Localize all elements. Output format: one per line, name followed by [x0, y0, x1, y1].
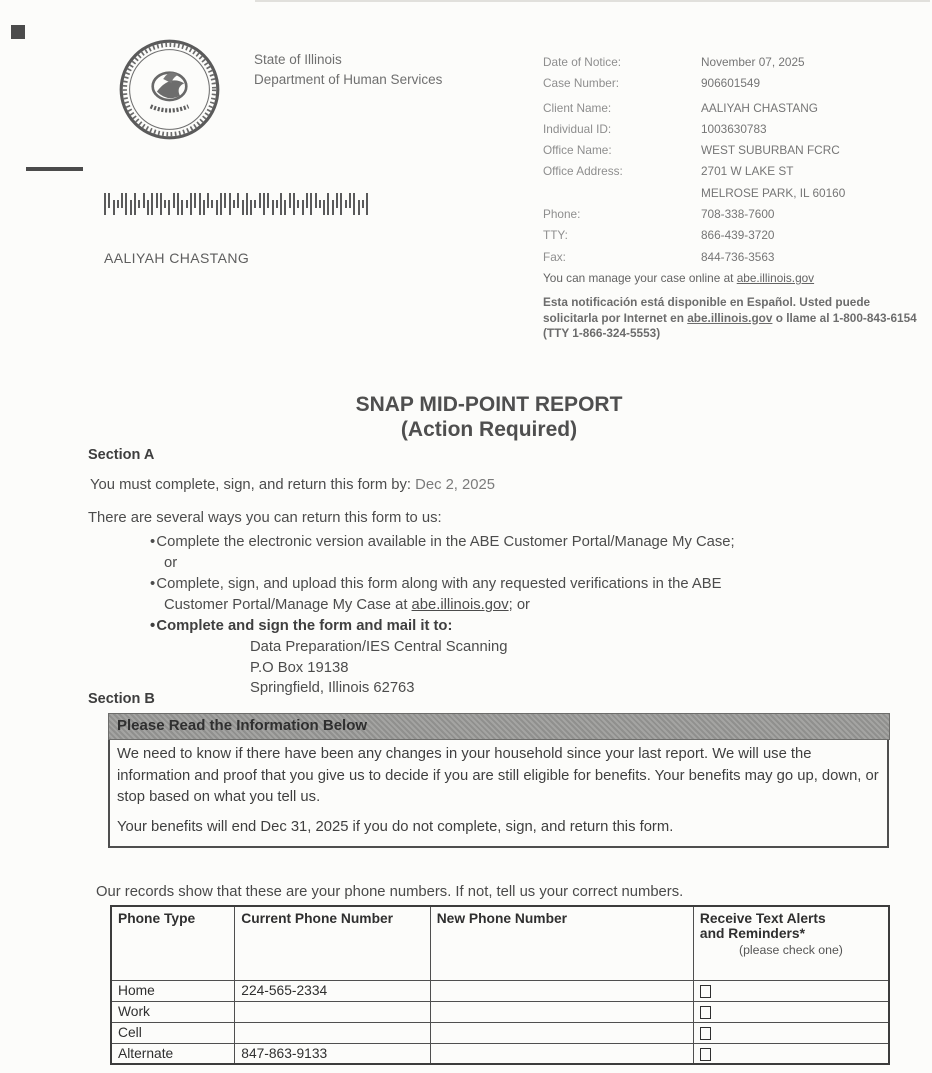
table-row-home [111, 980, 889, 1001]
field-office-address-line2: MELROSE PARK, IL 60160 [701, 185, 846, 200]
field-office-name: Office Name: WEST SUBURBAN FCRC [543, 143, 840, 158]
title-line2: (Action Required) [400, 418, 578, 441]
field-case-number: Case Number: 906601549 [543, 76, 761, 91]
text-alerts-cell [693, 1001, 889, 1022]
abe-illinois-gov-link[interactable]: abe.illinois.gov [736, 271, 815, 285]
section-a-heading: Section A [88, 447, 155, 463]
text-alerts-cell [693, 980, 889, 1001]
please-read-banner: Please Read the Information Below [108, 713, 890, 740]
list-item-electronic: • Complete the electronic version available in the ABE Customer Portal/Manage My Case; or [150, 534, 735, 571]
list-item-upload: • Complete, sign, and upload this form along with any requested verifications in the ABE Customer Portal/Manage My Case at abe.illinois.gov; or [150, 576, 722, 613]
due-date-value: Dec 2, 2025 [415, 477, 495, 493]
phone-type-cell: Alternate [111, 1043, 235, 1064]
new-phone-cell[interactable] [430, 1043, 693, 1064]
info-paragraph-2: Your benefits will end Dec 31, 2025 if you do not complete, sign, and return this form. [117, 818, 674, 835]
notice-fields [543, 52, 925, 268]
current-phone-cell [235, 1022, 430, 1043]
table-row-alternate [111, 1043, 889, 1064]
manage-case-line: You can manage your case online at abe.illinois.gov [543, 271, 815, 285]
due-date-line: You must complete, sign, and return this form by: Dec 2, 2025 [90, 477, 495, 493]
new-phone-cell[interactable] [430, 1001, 693, 1022]
table-header-row [111, 906, 889, 980]
phone-type-cell: Cell [111, 1022, 235, 1043]
document-title [46, 392, 932, 442]
agency-department: Department of Human Services [254, 72, 443, 87]
postal-barcode [104, 193, 370, 215]
field-office-address: Office Address: 2701 W LAKE ST [543, 164, 794, 179]
mailing-address [250, 637, 915, 699]
spanish-notice: Esta notificación está disponible en Español. Usted puede solicitarla por Internet en abe.illinois.gov o llame al 1-800-843-6154 (TTY 1-866-324-5553) [543, 295, 917, 340]
mail-line2: P.O Box 19138 [250, 659, 349, 676]
field-date-of-notice: Date of Notice: November 07, 2025 [543, 55, 805, 69]
registration-mark-square [11, 25, 25, 39]
return-options-list [150, 532, 915, 699]
phone-records-intro: Our records show that these are your phone numbers. If not, tell us your correct numbers. [96, 884, 684, 900]
header-current-phone: Current Phone Number [235, 906, 430, 980]
text-alerts-cell [693, 1043, 889, 1064]
field-client-name: Client Name: AALIYAH CHASTANG [543, 100, 818, 115]
text-alerts-cell [693, 1022, 889, 1043]
current-phone-cell: 847-863-9133 [235, 1043, 430, 1064]
new-phone-cell[interactable] [430, 1022, 693, 1043]
header-text-alerts: Receive Text Alerts and Reminders* (please check one) [693, 906, 889, 980]
information-box [108, 740, 889, 848]
recipient-name: AALIYAH CHASTANG [104, 250, 250, 266]
header-new-phone: New Phone Number [430, 906, 693, 980]
list-item-mail: • Complete and sign the form and mail it to: [150, 618, 453, 634]
cell-text-alerts-checkbox[interactable] [700, 1027, 711, 1040]
agency-block [254, 50, 442, 90]
scan-artifact [255, 0, 930, 2]
current-phone-cell: 224-565-2334 [235, 980, 430, 1001]
return-ways-intro: There are several ways you can return this form to us: [88, 510, 442, 526]
field-phone: Phone: 708-338-7600 [543, 207, 775, 222]
phone-type-cell: Home [111, 980, 235, 1001]
work-text-alerts-checkbox[interactable] [700, 1006, 711, 1019]
illinois-state-seal-icon [117, 37, 222, 142]
field-fax: Fax: 844-736-3563 [543, 249, 775, 264]
table-row-cell [111, 1022, 889, 1043]
new-phone-cell[interactable] [430, 980, 693, 1001]
abe-illinois-gov-link-upload[interactable]: abe.illinois.gov [411, 597, 509, 613]
table-row-work [111, 1001, 889, 1022]
alternate-text-alerts-checkbox[interactable] [700, 1048, 711, 1061]
field-tty: TTY: 866-439-3720 [543, 228, 775, 243]
title-line1: SNAP MID-POINT REPORT [355, 393, 623, 416]
mail-line3: Springfield, Illinois 62763 [250, 680, 415, 697]
registration-mark-line [26, 167, 83, 171]
info-paragraph-1: We need to know if there have been any changes in your household since your last report. We will use the information and proof that you give us to decide if you are still eligible for benefits. Your benefits may go up, down, or stop based on what you tell us. [117, 746, 879, 805]
section-b-heading: Section B [88, 691, 155, 707]
home-text-alerts-checkbox[interactable] [700, 985, 711, 998]
phone-numbers-table [110, 905, 890, 1065]
header-text-alerts-sub: (please check one) [739, 943, 843, 957]
current-phone-cell [235, 1001, 430, 1022]
abe-illinois-gov-link-spanish[interactable]: abe.illinois.gov [687, 310, 773, 325]
phone-type-cell: Work [111, 1001, 235, 1022]
mail-line1: Data Preparation/IES Central Scanning [250, 639, 508, 655]
agency-state: State of Illinois [254, 52, 342, 67]
header-phone-type: Phone Type [111, 906, 235, 980]
field-individual-id: Individual ID: 1003630783 [543, 121, 767, 136]
